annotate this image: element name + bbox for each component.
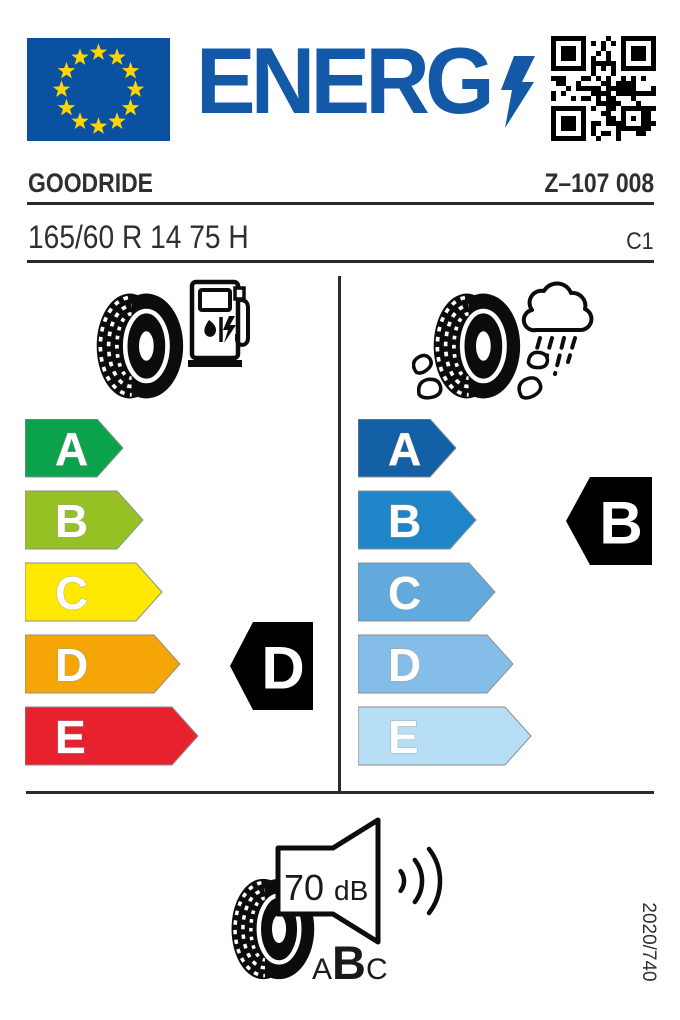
rule-above-noise: [26, 791, 654, 794]
fuel-efficiency-icon: [88, 276, 253, 406]
wet-class-letter: B: [388, 495, 422, 547]
eu-star: [71, 48, 88, 65]
fuel-efficiency-scale: [25, 419, 210, 774]
model-number: Z–107 008: [544, 168, 654, 198]
fuel-rating-arrow: [230, 622, 313, 710]
tire-size-text: 165/60 R 14 75 H: [28, 219, 249, 255]
fuel-class-letter: D: [55, 639, 89, 691]
sound-waves-icon: [401, 849, 440, 913]
fuel-class-a: [25, 419, 123, 477]
noise-letter-c: C: [365, 953, 388, 986]
wet-class-letter: C: [388, 567, 422, 619]
fuel-rating-letter: D: [261, 634, 305, 702]
fuel-pump-icon: [188, 282, 248, 367]
noise-letter-b: B: [332, 936, 366, 989]
tire-icon: [434, 294, 520, 399]
wet-class-c: [358, 563, 495, 621]
eu-flag-stars: [27, 38, 170, 141]
eu-star: [108, 112, 125, 129]
noise-letter-a: A: [312, 953, 333, 986]
noise-unit: dB: [334, 875, 369, 906]
noise-value: 70: [284, 867, 325, 908]
wet-class-letter: A: [388, 423, 422, 475]
wet-class-a: [358, 419, 456, 477]
eu-star: [127, 80, 144, 97]
wet-grip-scale: [358, 419, 543, 774]
fuel-class-c: [25, 563, 162, 621]
regulation-number: 2020/740: [638, 902, 659, 982]
wet-class-letter: D: [388, 639, 422, 691]
tire-icon: [97, 294, 183, 399]
rule-under-brand: [27, 202, 654, 205]
eu-star: [122, 99, 140, 116]
wet-class-letter: E: [388, 711, 419, 763]
wet-class-b: [358, 491, 476, 549]
column-divider: [338, 276, 341, 791]
wet-rating-letter: B: [599, 489, 643, 557]
qr-code: [551, 36, 656, 141]
eu-star: [90, 43, 107, 60]
fuel-class-letter: A: [55, 423, 89, 475]
brand-name: GOODRIDE: [28, 168, 153, 198]
fuel-class-letter: E: [55, 711, 86, 763]
wet-class-e: [358, 707, 531, 765]
noise-class-letters: [312, 936, 388, 990]
eu-star: [58, 99, 75, 116]
vehicle-class-text: C1: [626, 228, 654, 255]
eu-star: [108, 48, 125, 65]
fuel-class-b: [25, 491, 143, 549]
eu-star: [90, 117, 107, 134]
eu-star: [58, 62, 75, 79]
fuel-class-e: [25, 707, 198, 765]
fuel-class-d: [25, 635, 180, 693]
fuel-class-letter: B: [55, 495, 89, 547]
wet-class-d: [358, 635, 513, 693]
eu-flag: [27, 38, 170, 141]
lightning-bolt-icon: [497, 56, 541, 128]
rule-under-size: [27, 260, 654, 263]
wet-grip-icon: [412, 274, 612, 409]
fuel-class-letter: C: [55, 567, 89, 619]
energy-logo-text: ENERG: [196, 28, 490, 133]
eu-star: [71, 112, 88, 129]
wet-grip-rating-arrow: [566, 477, 652, 565]
eu-star: [122, 62, 140, 79]
eu-star: [53, 80, 70, 97]
